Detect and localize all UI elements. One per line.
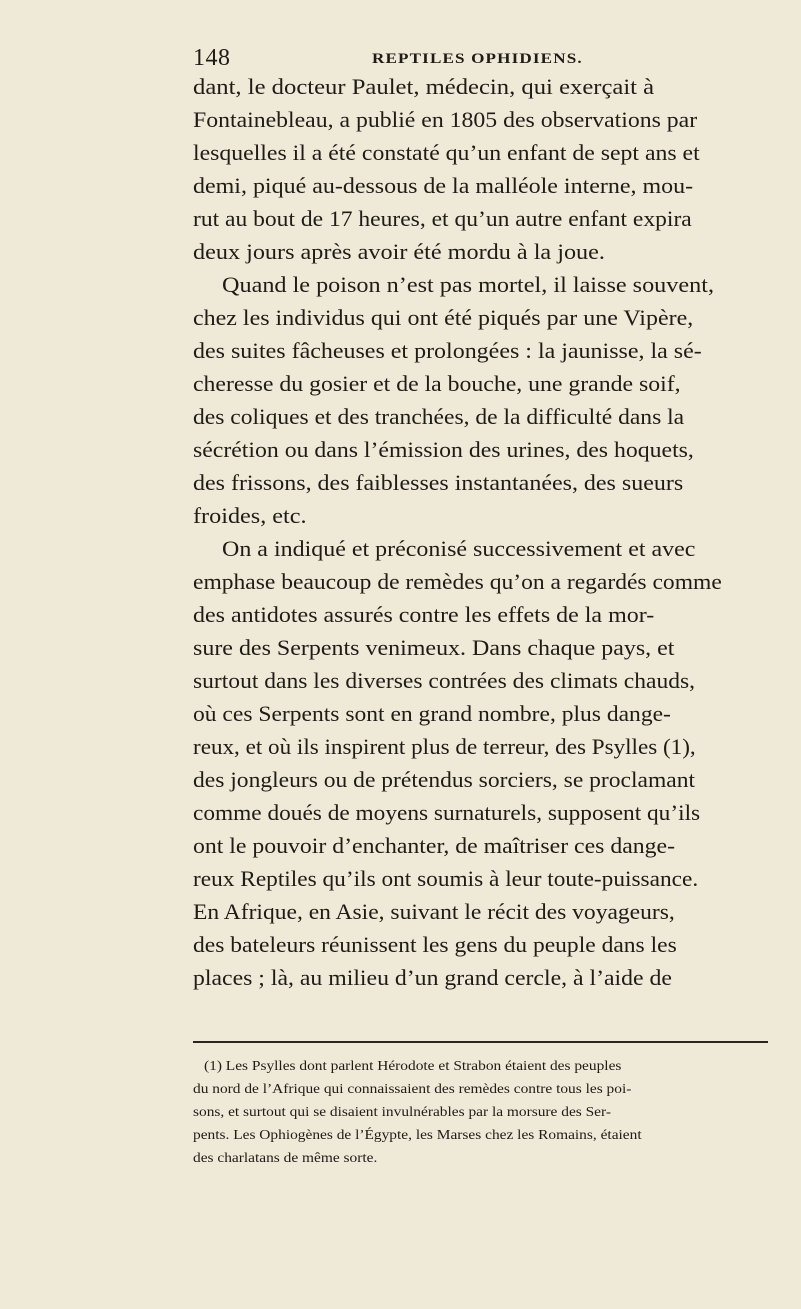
running-title: REPTILES OPHIDIENS. — [372, 51, 583, 67]
text-line-10: cheresse du gosier et de la bouche, une grande soif, — [193, 371, 681, 396]
text-line-22: des jongleurs ou de prétendus sorciers, se proclamant — [193, 767, 696, 792]
footnote-line-2: du nord de l’Afrique qui connaissaient des remèdes contre tous les poi- — [193, 1082, 632, 1097]
text-line-8: chez les individus qui ont été piqués par une Vipère, — [193, 305, 694, 330]
text-line-19: surtout dans les diverses contrées des climats chauds, — [193, 668, 696, 693]
text-line-9: des suites fâcheuses et prolongées : la jaunisse, la sé- — [193, 338, 702, 363]
footnote-line-1: (1) Les Psylles dont parlent Hérodote et Strabon étaient des peuples — [204, 1059, 622, 1074]
text-line-5: rut au bout de 17 heures, et qu’un autre enfant expira — [193, 206, 692, 231]
footnote-line-3: sons, et surtout qui se disaient invulnérables par la morsure des Ser- — [193, 1105, 611, 1120]
text-line-26: En Afrique, en Asie, suivant le récit des voyageurs, — [193, 899, 675, 924]
text-line-6: deux jours après avoir été mordu à la joue. — [193, 239, 605, 264]
text-line-28: places ; là, au milieu d’un grand cercle, à l’aide de — [193, 965, 672, 990]
text-line-12: sécrétion ou dans l’émission des urines, des hoquets, — [193, 437, 694, 462]
text-line-11: des coliques et des tranchées, de la difficulté dans la — [193, 404, 685, 429]
text-line-20: où ces Serpents sont en grand nombre, plus dange- — [193, 701, 671, 726]
text-line-18: sure des Serpents venimeux. Dans chaque pays, et — [193, 635, 675, 660]
main-text — [193, 73, 768, 1018]
footnote — [193, 1058, 768, 1178]
text-line-7: Quand le poison n’est pas mortel, il laisse souvent, — [222, 272, 714, 297]
text-line-2: Fontainebleau, a publié en 1805 des observations par — [193, 107, 698, 132]
text-line-16: emphase beaucoup de remèdes qu’on a regardés comme — [193, 569, 722, 594]
text-line-21: reux, et où ils inspirent plus de terreur, des Psylles (1), — [193, 734, 696, 759]
text-line-14: froides, etc. — [193, 503, 307, 528]
text-line-4: demi, piqué au-dessous de la malléole interne, mou- — [193, 173, 694, 198]
footnote-line-5: des charlatans de même sorte. — [193, 1151, 378, 1166]
text-line-1: dant, le docteur Paulet, médecin, qui exerçait à — [193, 74, 655, 99]
text-line-27: des bateleurs réunissent les gens du peuple dans les — [193, 932, 677, 957]
text-line-13: des frissons, des faiblesses instantanées, des sueurs — [193, 470, 684, 495]
text-line-15: On a indiqué et préconisé successivement et avec — [222, 536, 696, 561]
text-line-23: comme doués de moyens surnaturels, supposent qu’ils — [193, 800, 701, 825]
text-line-17: des antidotes assurés contre les effets de la mor- — [193, 602, 655, 627]
page-number: 148 — [193, 45, 231, 71]
footnote-line-4: pents. Les Ophiogènes de l’Égypte, les Marses chez les Romains, étaient — [193, 1128, 642, 1143]
text-line-3: lesquelles il a été constaté qu’un enfant de sept ans et — [193, 140, 700, 165]
footnote-separator — [193, 1041, 768, 1043]
text-line-25: reux Reptiles qu’ils ont soumis à leur toute-puissance. — [193, 866, 699, 891]
text-line-24: ont le pouvoir d’enchanter, de maîtriser ces dange- — [193, 833, 675, 858]
